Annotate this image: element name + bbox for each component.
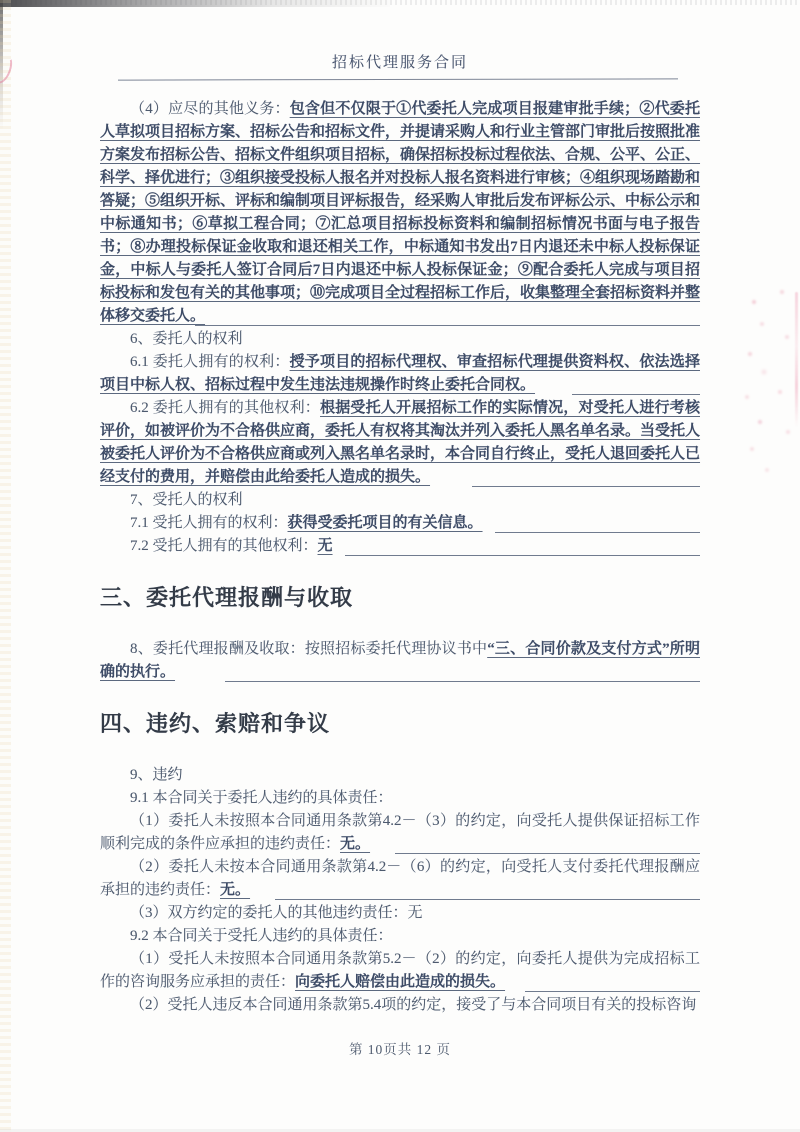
document-body — [100, 98, 700, 1017]
clause-text: 9.2 本合同关于受托人违约的具体责任： — [130, 928, 393, 944]
scan-artifact-top-left-band — [0, 0, 390, 7]
paragraph — [100, 994, 700, 1017]
paragraph — [100, 351, 700, 397]
scan-artifact-left-cream-band — [0, 0, 11, 1132]
clause-text: 7、受托人的权利 — [130, 492, 243, 508]
filled-in-text: 获得受委托项目的有关信息。 — [287, 515, 483, 531]
clause-text: 6.2 委托人拥有的其他权利： — [130, 400, 320, 416]
scan-artifact-pink-streak-right — [795, 292, 798, 427]
clause-text: 7.2 受托人拥有的其他权利： — [130, 538, 318, 554]
filled-in-text: 根据受托人开展招标工作的实际情况，对受托人进行考核评价，如被评价为不合格供应商，委托人有权将其淘汰并列入委托人黑名单名录。当受托人被委托人评价为不合格供应商或列入黑名单名录时，本合同自行终止，受托人退回委托人已经支付的费用，并赔偿由此给委托人造成的损失。 — [100, 400, 701, 485]
paragraph — [100, 512, 700, 535]
document-title: 招标代理服务合同 — [331, 55, 468, 71]
clause-text: （2）受托人违反本合同通用条款第5.4项的约定，接受了与本合同项目有关的投标咨询 — [130, 997, 697, 1013]
clause-text: 6、委托人的权利 — [130, 331, 243, 347]
blank-underline — [195, 325, 700, 326]
blank-underline — [395, 853, 700, 854]
blank-underline — [225, 681, 700, 682]
clause-text: 9、违约 — [130, 767, 183, 783]
paragraph — [100, 810, 700, 856]
blank-underline — [495, 532, 700, 533]
clause-text: 6.1 委托人拥有的权利： — [130, 354, 290, 370]
paragraph — [100, 489, 700, 512]
paragraph — [100, 638, 700, 684]
filled-in-text: 无。 — [220, 882, 251, 898]
paragraph — [100, 535, 700, 558]
filled-in-text: 包含但不仅限于①代委托人完成项目报建审批手续；②代委托人草拟项目招标方案、招标公告和招标文件，并提请采购人和行业主管部门审批后按照批准方案发布招标公告、招标文件组织项目招标，确保招标投标过程依法、合规、公平、公正、科学、择优进行；③组织接受投标人报名并对投标人报名资料进行审核；④组织现场踏勘和答疑；⑤组织开标、评标和编制项目评标报告，经采购人审批后发布评标公示、中标公示和中标通知书；⑥草拟工程合同；⑦汇总项目招标投标资料和编制招标情况书面与电子报告书；⑧办理投标保证金收取和退还相关工作，中标通知书发出7日内退还未中标人投标保证金，中标人与委托人签订合同后7日内退还中标人投标保证金；⑨配合委托人完成与项目招标投标和发包有关的其他事项；⑩完成项目全过程招标工作后，收集整理全套招标资料并整体移交委托人。 — [100, 101, 701, 324]
section-heading: 三、委托代理报酬与收取 — [100, 585, 354, 610]
filled-in-text: 向委托人赔偿由此造成的损失。 — [295, 974, 506, 990]
clause-text: （2）委托人未按本合同通用条款第4.2－（6）的约定，向受托人支付委托代理报酬应承担的违约责任： — [100, 859, 700, 898]
page-number-footer: 第 10页共 12 页 — [348, 1042, 452, 1057]
paragraph — [100, 764, 700, 787]
filled-in-text: 授予项目的招标代理权、审查招标代理提供资料权、依法选择项目中标人权、招标过程中发生违法违规操作时终止委托合同权。 — [100, 354, 700, 393]
blank-underline — [472, 486, 700, 487]
clause-text: （4）应尽的其他义务： — [130, 101, 290, 117]
blank-underline — [275, 899, 700, 900]
document-area — [100, 52, 700, 1017]
paragraph — [100, 787, 700, 810]
header-rule — [118, 78, 678, 80]
paragraph — [100, 98, 700, 328]
clause-text: （1）委托人未按照本合同通用条款第4.2－（3）的约定，向受托人提供保证招标工作顺利完成的条件应承担的违约责任： — [100, 813, 700, 852]
clause-text: 9.1 本合同关于委托人违约的具体责任： — [130, 790, 393, 806]
clause-text: 8、委托代理报酬及收取：按照招标委托代理协议书中 — [130, 641, 488, 657]
clause-text: （1）受托人未按照本合同通用条款第5.2－（2）的约定，向委托人提供为完成招标工作的咨询服务应承担的责任： — [100, 951, 700, 990]
section-heading: 四、违约、索赔和争议 — [100, 711, 331, 736]
filled-in-text: 无 — [317, 538, 333, 554]
paragraph — [100, 397, 700, 489]
blank-underline — [345, 555, 700, 556]
clause-text: （3）双方约定的委托人的其他违约责任：无 — [130, 905, 423, 921]
blank-underline — [572, 394, 700, 395]
scan-artifact-pink-specks — [0, 0, 4, 4]
paragraph — [100, 902, 700, 925]
filled-in-text: 无。 — [340, 836, 371, 852]
filled-in-text: “三、合同价款及支付方式”所明确的执行。 — [100, 641, 700, 680]
paragraph — [100, 856, 700, 902]
blank-underline — [525, 991, 700, 992]
paragraph — [100, 328, 700, 351]
clause-text: 7.1 受托人拥有的权利： — [130, 515, 288, 531]
paragraph — [100, 948, 700, 994]
paragraph — [100, 925, 700, 948]
